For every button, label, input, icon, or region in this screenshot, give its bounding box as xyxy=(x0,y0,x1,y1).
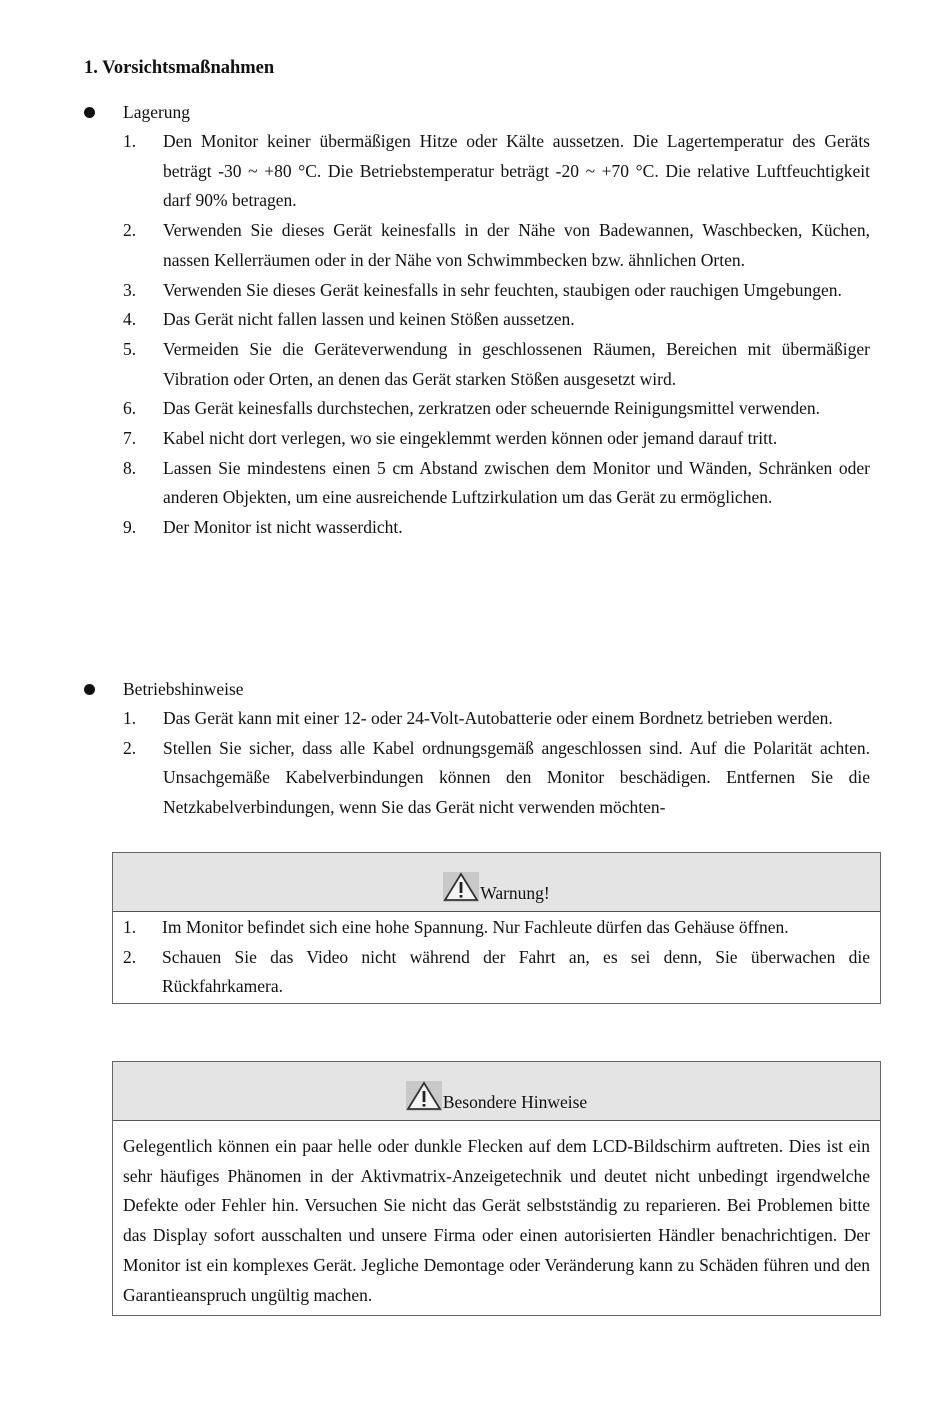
warning-box-body xyxy=(113,912,880,1003)
item-number: 3. xyxy=(123,279,137,300)
item-number: 2. xyxy=(123,946,137,967)
item-text: Der Monitor ist nicht wasserdicht. xyxy=(163,517,403,538)
list-item xyxy=(84,335,870,394)
bullet-icon xyxy=(84,107,95,118)
warning-box-header xyxy=(113,853,880,912)
item-number: 4. xyxy=(123,309,137,330)
list-item xyxy=(84,704,870,734)
item-number: 9. xyxy=(123,517,137,538)
notes-box-title: Besondere Hinweise xyxy=(442,1092,588,1112)
notes-box-text: Gelegentlich können ein paar helle oder dunkle Flecken auf dem LCD-Bildschirm auftreten. Dies ist ein sehr häufiges Phänomen in der Aktivmatrix-Anzeigetechnik und deutet nicht unbedingt irgendwelche Defekte oder Fehler hin. Versuchen Sie nicht das Gerät selbstständig zu reparieren. Bei Problemen bitte das Display sofort ausschalten und unsere Firma oder einen autorisierten Händler benachrichtigen. Der Monitor ist ein komplexes Gerät. Jegliche Demontage oder Veränderung kann zu Schäden führen und den Garantieanspruch ungültig machen. xyxy=(123,1136,870,1305)
item-text: Das Gerät kann mit einer 12- oder 24-Volt-Autobatterie oder einem Bordnetz betrieben werden. xyxy=(163,708,833,728)
item-text: Lassen Sie mindestens einen 5 cm Abstand zwischen dem Monitor und Wänden, Schränken oder anderen Objekten, um eine ausreichende Luftzirkulation um das Gerät zu ermöglichen. xyxy=(163,457,870,508)
list-item xyxy=(84,127,870,216)
item-text: Das Gerät keinesfalls durchstechen, zerkratzen oder scheuernde Reinigungsmittel verwenden. xyxy=(163,398,820,419)
operation-label: Betriebshinweise xyxy=(123,679,244,699)
notes-box xyxy=(112,1061,881,1316)
list-item xyxy=(84,424,870,454)
warning-box xyxy=(112,852,881,1004)
item-text: Schauen Sie das Video nicht während der Fahrt an, es sei denn, Sie überwachen die Rückfahrkamera. xyxy=(162,946,870,997)
list-item xyxy=(84,513,870,543)
list-item xyxy=(84,305,870,335)
item-number: 2. xyxy=(123,737,137,758)
storage-bullet xyxy=(84,97,870,127)
storage-section xyxy=(84,97,870,543)
item-number: 8. xyxy=(123,457,137,478)
bullet-icon xyxy=(84,684,95,695)
item-text: Den Monitor keiner übermäßigen Hitze oder Kälte aussetzen. Die Lagertemperatur des Geräts beträgt -30 ~ +80 °C. Die Betriebstemperatur beträgt -20 ~ +70 °C. Die relative Luftfeuchtigkeit darf 90% betragen. xyxy=(163,131,870,211)
storage-label: Lagerung xyxy=(123,102,191,122)
warning-triangle-icon xyxy=(443,872,479,902)
list-item xyxy=(84,454,870,513)
list-item xyxy=(113,913,870,943)
notes-box-header xyxy=(113,1062,880,1121)
list-item xyxy=(84,734,870,823)
item-text: Das Gerät nicht fallen lassen und keinen Stößen aussetzen. xyxy=(163,309,575,330)
warning-triangle-icon xyxy=(406,1081,442,1111)
list-item xyxy=(84,394,870,424)
list-item xyxy=(84,216,870,275)
item-text: Verwenden Sie dieses Gerät keinesfalls in sehr feuchten, staubigen oder rauchigen Umgebungen. xyxy=(163,279,842,300)
item-text: Im Monitor befindet sich eine hohe Spannung. Nur Fachleute dürfen das Gehäuse öffnen. xyxy=(162,917,789,937)
section-heading: 1. Vorsichtsmaßnahmen xyxy=(84,58,275,78)
item-number: 5. xyxy=(123,338,137,359)
operation-section xyxy=(84,674,870,823)
item-number: 1. xyxy=(123,917,137,937)
item-number: 2. xyxy=(123,220,137,241)
item-text: Kabel nicht dort verlegen, wo sie eingeklemmt werden können oder jemand darauf tritt. xyxy=(163,428,778,449)
item-number: 1. xyxy=(123,131,137,151)
item-text: Stellen Sie sicher, dass alle Kabel ordnungsgemäß angeschlossen sind. Auf die Polarität achten. Unsachgemäße Kabelverbindungen können den Monitor beschädigen. Entfernen Sie die Netzkabelverbindungen, wenn Sie das Gerät nicht verwenden möchten- xyxy=(163,737,870,818)
item-number: 6. xyxy=(123,398,137,419)
item-number: 7. xyxy=(123,428,137,449)
operation-bullet xyxy=(84,674,870,704)
list-item xyxy=(84,276,870,306)
item-text: Verwenden Sie dieses Gerät keinesfalls in der Nähe von Badewannen, Waschbecken, Küchen, nassen Kellerräumen oder in der Nähe von Schwimmbecken bzw. ähnlichen Orten. xyxy=(163,220,870,270)
item-number: 1. xyxy=(123,708,137,728)
operation-list xyxy=(84,704,870,823)
warning-box-title: Warnung! xyxy=(480,883,550,903)
item-text: Vermeiden Sie die Geräteverwendung in geschlossenen Räumen, Bereichen mit übermäßiger Vibration oder Orten, an denen das Gerät starken Stößen ausgesetzt wird. xyxy=(163,338,870,389)
list-item xyxy=(113,943,870,1002)
warning-list xyxy=(113,913,870,1002)
storage-list xyxy=(84,127,870,543)
